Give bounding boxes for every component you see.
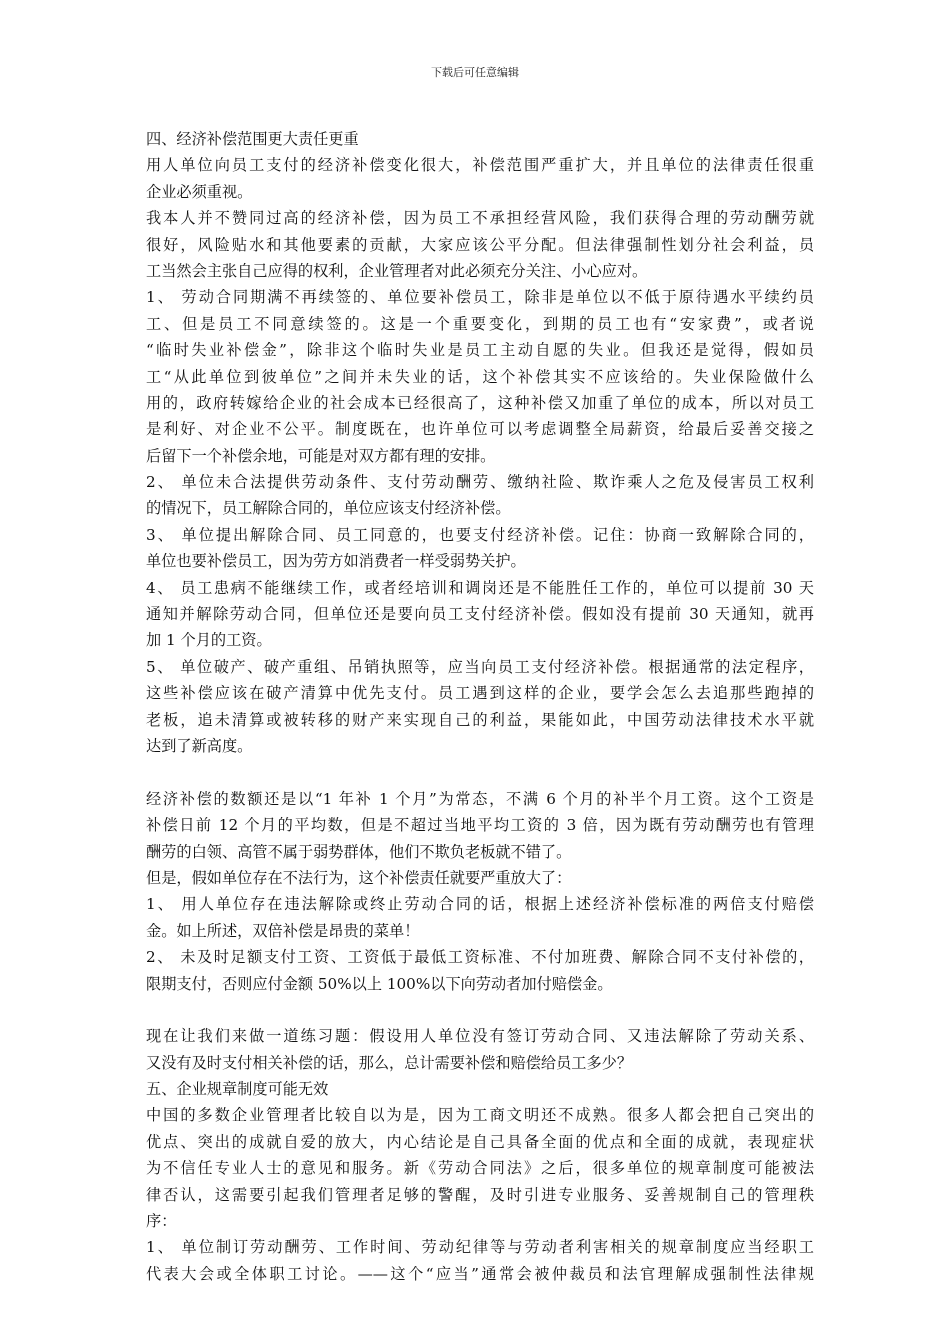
list-item-line: 用的，政府转嫁给企业的社会成本已经很高了，这种补偿又加重了单位的成本，所以对员工 xyxy=(146,393,814,412)
paragraph-line: 中国的多数企业管理者比较自以为是，因为工商文明还不成熟。很多人都会把自己突出的 xyxy=(146,1106,814,1125)
paragraph-line: 工当然会主张自己应得的权利，企业管理者对此必须充分关注、小心应对。 xyxy=(146,261,648,280)
paragraph-line: 很好，风险贴水和其他要素的贡献，大家应该公平分配。但法律强制性划分社会利益，员 xyxy=(146,235,814,254)
page-header: 下载后可任意编辑 xyxy=(431,66,519,79)
list-item-line: 3、 单位提出解除合同、员工同意的，也要支付经济补偿。记住：协商一致解除合同的， xyxy=(146,525,814,544)
list-item-line: 4、 员工患病不能继续工作，或者经培训和调岗还是不能胜任工作的，单位可以提前 30 天 xyxy=(146,578,814,597)
paragraph-line: 企业必须重视。 xyxy=(146,182,253,201)
blank-line xyxy=(146,997,814,1023)
paragraph-line: 现在让我们来做一道练习题：假设用人单位没有签订劳动合同、又违法解除了劳动关系、 xyxy=(146,1027,814,1046)
list-item-line: 的情况下，员工解除合同的，单位应该支付经济补偿。 xyxy=(146,499,511,518)
list-item-line: 达到了新高度。 xyxy=(146,736,253,755)
list-item-line: 工、但是员工不同意续签的。这是一个重要变化，到期的员工也有“安家费”，或者说 xyxy=(146,314,814,333)
document-body xyxy=(146,126,814,1287)
section-heading: 四、经济补偿范围更大责任更重 xyxy=(146,130,359,148)
paragraph-line: 优点、突出的成就自爱的放大，内心结论是自己具备全面的优点和全面的成就，表现症状 xyxy=(146,1132,814,1151)
paragraph-line: 酬劳的白领、高管不属于弱势群体，他们不欺负老板就不错了。 xyxy=(146,842,572,861)
paragraph-line: 序： xyxy=(146,1212,177,1231)
list-item-line: 5、 单位破产、破产重组、吊销执照等，应当向员工支付经济补偿。根据通常的法定程序， xyxy=(146,657,814,676)
list-item-line: 1、 单位制订劳动酬劳、工作时间、劳动纪律等与劳动者利害相关的规章制度应当经职工 xyxy=(146,1238,814,1257)
list-item-line: 2、 未及时足额支付工资、工资低于最低工资标准、不付加班费、解除合同不支付补偿的， xyxy=(146,948,814,967)
list-item-line: 通知并解除劳动合同，但单位还是要向员工支付经济补偿。假如没有提前 30 天通知，就再 xyxy=(146,605,814,624)
list-item-line: 这些补偿应该在破产清算中优先支付。员工遇到这样的企业，要学会怎么去追那些跑掉的 xyxy=(146,684,814,703)
list-item-line: 后留下一个补偿余地，可能是对双方都有理的安排。 xyxy=(146,446,496,465)
paragraph-line: 律否认，这需要引起我们管理者足够的警醒，及时引进专业服务、妥善规制自己的管理秩 xyxy=(146,1185,814,1204)
paragraph-line: 补偿日前 12 个月的平均数，但是不超过当地平均工资的 3 倍，因为既有劳动酬劳也有管理 xyxy=(146,816,814,835)
paragraph-line: 用人单位向员工支付的经济补偿变化很大，补偿范围严重扩大，并且单位的法律责任很重 xyxy=(146,156,814,175)
list-item-line: 2、 单位未合法提供劳动条件、支付劳动酬劳、缴纳社险、欺诈乘人之危及侵害员工权利 xyxy=(146,473,814,492)
paragraph-line: 又没有及时支付相关补偿的话，那么，总计需要补偿和赔偿给员工多少？ xyxy=(146,1053,632,1072)
paragraph-line: 我本人并不赞同过高的经济补偿，因为员工不承担经营风险，我们获得合理的劳动酬劳就 xyxy=(146,209,814,228)
list-item-line: 工“从此单位到彼单位”之间并未失业的话，这个补偿其实不应该给的。失业保险做什么 xyxy=(146,367,814,386)
list-item-line: 单位也要补偿员工，因为劳方如消费者一样受弱势关护。 xyxy=(146,552,526,571)
list-item-line: 代表大会或全体职工讨论。——这个“应当”通常会被仲裁员和法官理解成强制性法律规 xyxy=(146,1264,814,1283)
paragraph-line: 为不信任专业人士的意见和服务。新《劳动合同法》之后，很多单位的规章制度可能被法 xyxy=(146,1159,814,1178)
section-heading: 五、企业规章制度可能无效 xyxy=(146,1080,329,1099)
list-item-line: 金。如上所述，双倍补偿是昂贵的菜单！ xyxy=(146,921,420,940)
paragraph-line: 但是，假如单位存在不法行为，这个补偿责任就要严重放大了： xyxy=(146,868,572,887)
list-item-line: 加 1 个月的工资。 xyxy=(146,631,272,650)
list-item-line: 1、 用人单位存在违法解除或终止劳动合同的话，根据上述经济补偿标准的两倍支付赔偿 xyxy=(146,895,814,914)
list-item-line: 是利好、对企业不公平。制度既在，也许单位可以考虑调整全局薪资，给最后妥善交接之 xyxy=(146,420,814,439)
list-item-line: 1、 劳动合同期满不再续签的、单位要补偿员工，除非是单位以不低于原待遇水平续约员 xyxy=(146,288,814,307)
list-item-line: 老板，追未清算或被转移的财产来实现自己的利益，果能如此，中国劳动法律技术水平就 xyxy=(146,710,814,729)
list-item-line: 限期支付，否则应付金额 50%以上 100%以下向劳动者加付赔偿金。 xyxy=(146,974,613,993)
paragraph-line: 经济补偿的数额还是以“1 年补 1 个月”为常态，不满 6 个月的补半个月工资。这个工资是 xyxy=(146,789,814,808)
blank-line xyxy=(146,759,814,785)
list-item-line: “临时失业补偿金”，除非这个临时失业是员工主动自愿的失业。但我还是觉得，假如员 xyxy=(146,341,814,360)
